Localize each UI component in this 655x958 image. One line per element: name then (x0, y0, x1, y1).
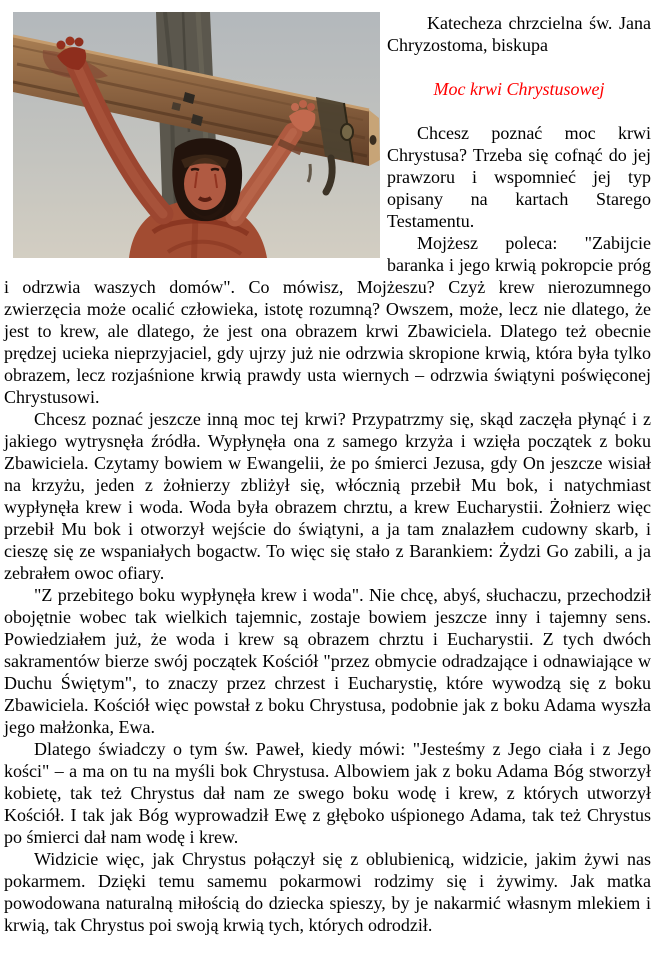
body-paragraph: Mojżesz poleca: "Zabijcie baranka i jego krwią pokropcie próg i odrzwia waszych domów". Co mówisz, Mojżeszu? Czyż krew nierozumnego zwierzęcia może ocalić człowieka, istotę rozumną? Owszem, może, lecz nie dlatego, że jest to krew, ale dlatego, że jest ona obrazem krwi Zbawiciela. Dlatego też obecnie prędzej ucieka nieprzyjaciel, gdy ujrzy już nie odrzwia skropione krwią, która była tylko obrazem, lecz rozjaśnione krwią prawdy usta wiernych – odrzwia świątyni poświęconej Chrystusowi. (4, 233, 651, 407)
body-paragraph: Chcesz poznać moc krwi Chrystusa? Trzeba się cofnąć do jej prawzoru i wspomnieć jej typ opisany na kartach Starego Testamentu. (387, 123, 651, 231)
body-paragraph: Widzicie więc, jak Chrystus połączył się z oblubienicą, widzicie, jakim żywi nas pokarmem. Dzięki temu samemu pokarmowi rodzimy się i żywimy. Jak matka powodowana naturalną miłością do dziecka spieszy, by je nakarmić własnym mlekiem i krwią, tak Chrystus poi swoją krwią tych, których odrodził. (4, 849, 651, 935)
document-header: Katecheza chrzcielna św. Jana Chryzostoma, biskupa (387, 13, 651, 55)
crucifixion-photo (13, 12, 380, 258)
crown-of-thorns (183, 159, 227, 164)
body-paragraph: Dlatego świadczy o tym św. Paweł, kiedy mówi: "Jesteśmy z Jego ciała i z Jego kości" – a ma on tu na myśli bok Chrystusa. Albowiem jak z boku Adama Bóg stworzył kobietę, tak też Chrystus dał nam ze swego boku wodę i krew, z których utworzył Kościół. I tak jak Bóg wyprowadził Ewę z głęboko uśpionego Adama, tak też Chrystus po śmierci dał nam wodę i krew. (4, 739, 651, 847)
crucifixion-image (13, 12, 380, 258)
body-paragraph: "Z przebitego boku wypłynęła krew i woda". Nie chcę, abyś, słuchaczu, przechodził obojętnie wobec tak wielkich tajemnic, zostaje bowiem jeszcze inny i tajemny sens. Powiedziałem już, że woda i krew są obrazem chrztu i Eucharystii. Z tych dwóch sakramentów bierze swój początek Kościół "przez obmycie odradzające i odnawiające w Duchu Świętym", to znaczy przez chrzest i Eucharystię, które wywodzą się z boku Zbawiciela. Kościół więc powstał z boku Chrystusa, podobnie jak z boku Adama wyszła jego małżonka, Ewa. (4, 585, 651, 737)
body-paragraph: Chcesz poznać jeszcze inną moc tej krwi? Przypatrzmy się, skąd zaczęła płynąć i z jakiego wytrysnęła źródła. Wypłynęła ona z samego krzyża i wzięła początek z boku Zbawiciela. Czytamy bowiem w Ewangelii, że po śmierci Jezusa, gdy On jeszcze wisiał na krzyżu, jeden z żołnierzy zbliżył się, włócznią przebił Mu bok, i natychmiast wypłynęła krew i woda. Woda była obrazem chrztu, a krew Eucharystii. Żołnierz więc przebił Mu bok i otworzył wejście do świątyni, a ja tam znalazłem cudowny skarb, i cieszę się ze wspaniałych bogactw. To więc się stało z Barankiem: Żydzi Go zabili, a ja zebrałem owoc ofiary. (4, 409, 651, 583)
document-title: Moc krwi Chrystusowej (433, 79, 605, 99)
